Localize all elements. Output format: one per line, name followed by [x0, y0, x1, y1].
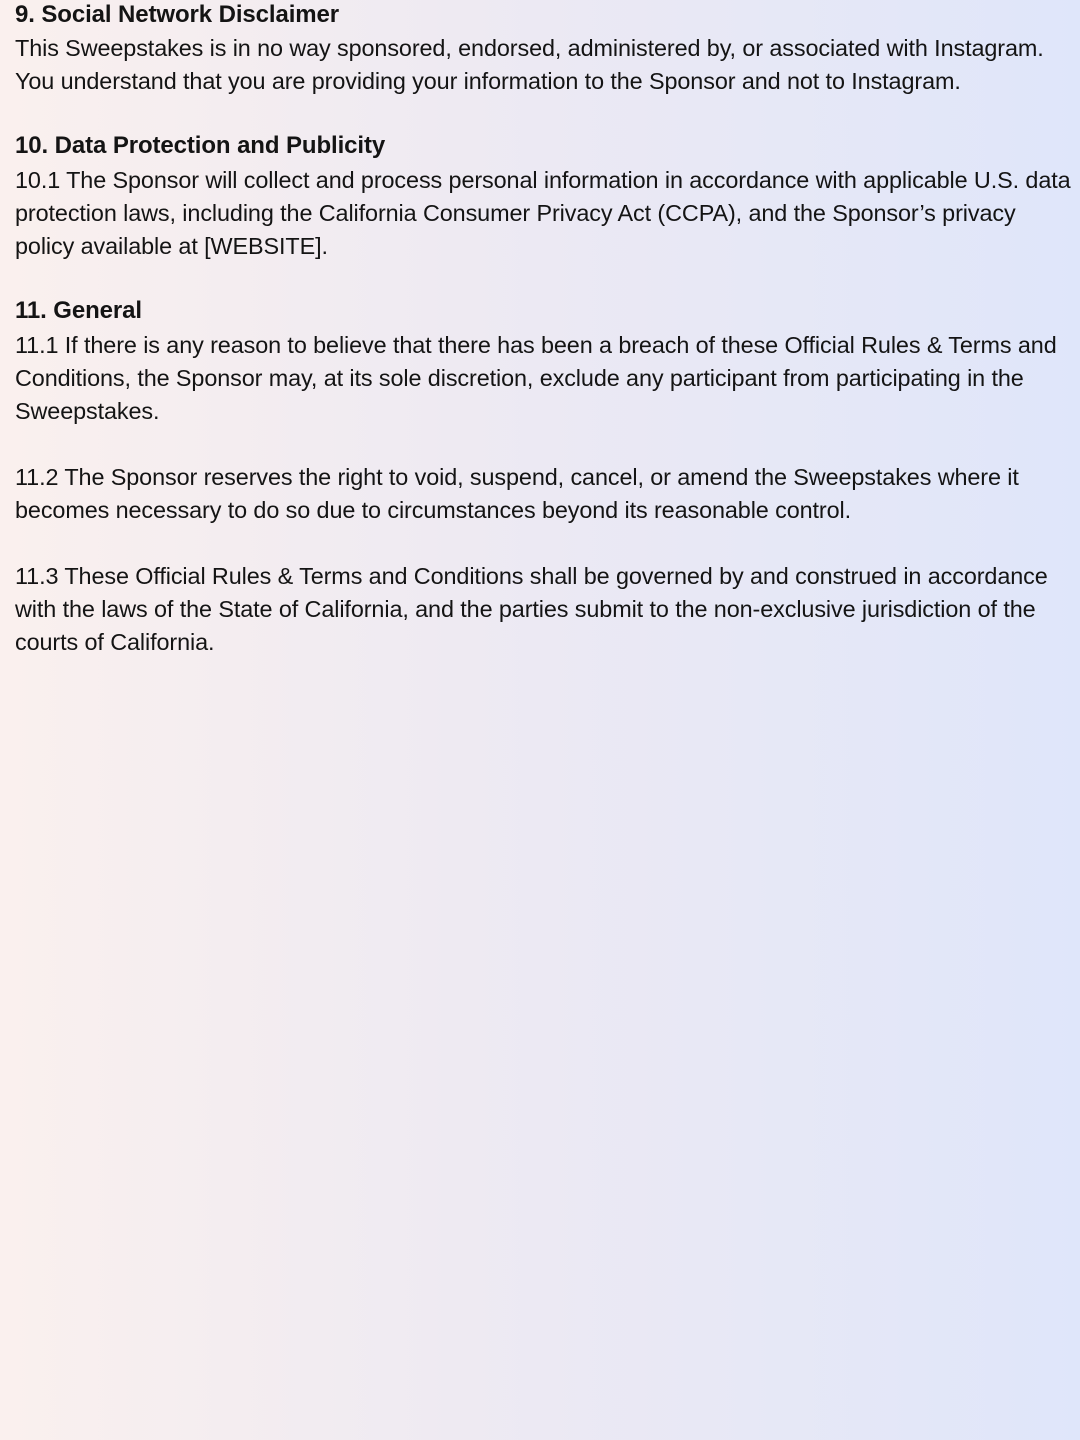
section-title-data-protection: 10. Data Protection and Publicity: [15, 132, 386, 159]
section-paragraph: 11.2 The Sponsor reserves the right to void, suspend, cancel, or amend the Sweepstakes where it becomes necessary to do so due to circumstances beyond its reasonable control.: [15, 464, 1019, 523]
section-paragraph: 10.1 The Sponsor will collect and process personal information in accordance with applicable U.S. data protection laws, including the California Consumer Privacy Act (CCPA), and the Sponsor’s privacy policy available at [WEBSITE].: [15, 167, 1071, 259]
section-paragraph: This Sweepstakes is in no way sponsored, endorsed, administered by, or associated with Instagram. You understand that you are providing your information to the Sponsor and not to Instagram.: [15, 35, 1044, 94]
section-paragraph: 11.3 These Official Rules & Terms and Conditions shall be governed by and construed in accordance with the laws of the State of California, and the parties submit to the non-exclusive jurisdiction of the courts of California.: [15, 563, 1048, 655]
spacer: [15, 263, 1073, 296]
spacer: [15, 98, 1073, 131]
spacer: [15, 428, 1073, 461]
spacer: [15, 527, 1073, 560]
section-title-social-network-disclaimer: 9. Social Network Disclaimer: [15, 1, 340, 28]
section-paragraph: 11.1 If there is any reason to believe that there has been a breach of these Official Rules & Terms and Conditions, the Sponsor may, at its sole discretion, exclude any participant from participating in the Sweepstakes.: [15, 332, 1057, 424]
section-title-general: 11. General: [15, 297, 142, 324]
document-body: [15, 0, 1073, 659]
